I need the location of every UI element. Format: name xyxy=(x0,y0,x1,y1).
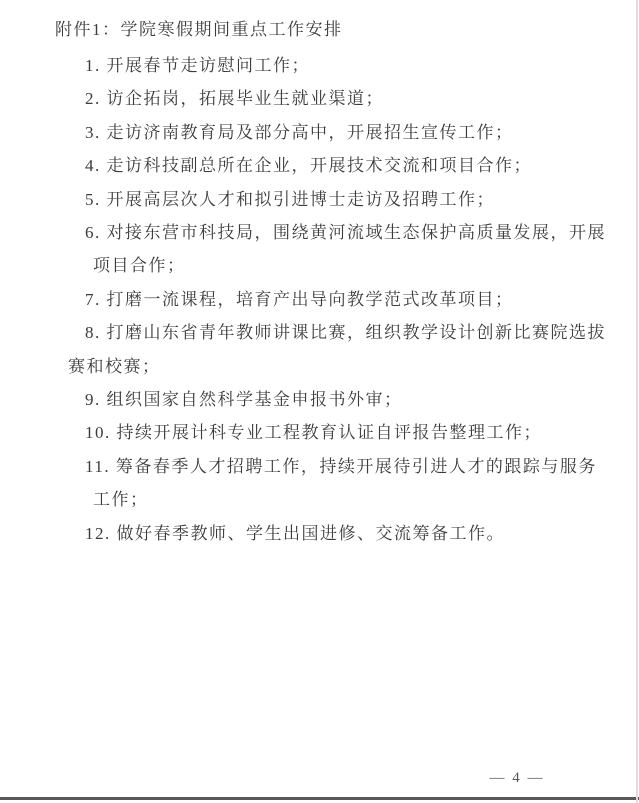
list-item-10: 10. 持续开展计科专业工程教育认证自评报告整理工作； xyxy=(85,423,542,442)
list-item-8-line-1: 8. 打磨山东省青年教师讲课比赛，组织教学设计创新比赛院选拔 xyxy=(85,323,606,342)
page-bottom-edge-line xyxy=(0,797,639,800)
list-item-11-line-2: 工作； xyxy=(93,490,149,509)
list-item-2: 2. 访企拓岗，拓展毕业生就业渠道； xyxy=(85,89,384,108)
list-item-1: 1. 开展春节走访慰问工作； xyxy=(85,56,310,75)
list-item-5: 5. 开展高层次人才和拟引进博士走访及招聘工作； xyxy=(85,190,495,209)
page-number: — 4 — xyxy=(489,770,545,786)
list-item-11-line-1: 11. 筹备春季人才招聘工作，持续开展待引进人才的跟踪与服务 xyxy=(85,457,597,476)
list-item-3: 3. 走访济南教育局及部分高中，开展招生宣传工作； xyxy=(85,123,514,142)
list-item-6-line-1: 6. 对接东营市科技局，围绕黄河流域生态保护高质量发展，开展 xyxy=(85,223,606,242)
list-item-8-line-2: 赛和校赛； xyxy=(68,357,161,376)
list-item-12: 12. 做好春季教师、学生出国进修、交流筹备工作。 xyxy=(85,524,505,543)
list-item-9: 9. 组织国家自然科学基金申报书外审； xyxy=(85,390,403,409)
list-item-6-line-2: 项目合作； xyxy=(93,256,186,275)
list-item-4: 4. 走访科技副总所在企业，开展技术交流和项目合作； xyxy=(85,156,532,175)
list-item-7: 7. 打磨一流课程，培育产出导向教学范式改革项目； xyxy=(85,290,514,309)
page-right-edge-line xyxy=(636,0,638,803)
attachment-heading: 附件1：学院寒假期间重点工作安排 xyxy=(55,20,343,39)
